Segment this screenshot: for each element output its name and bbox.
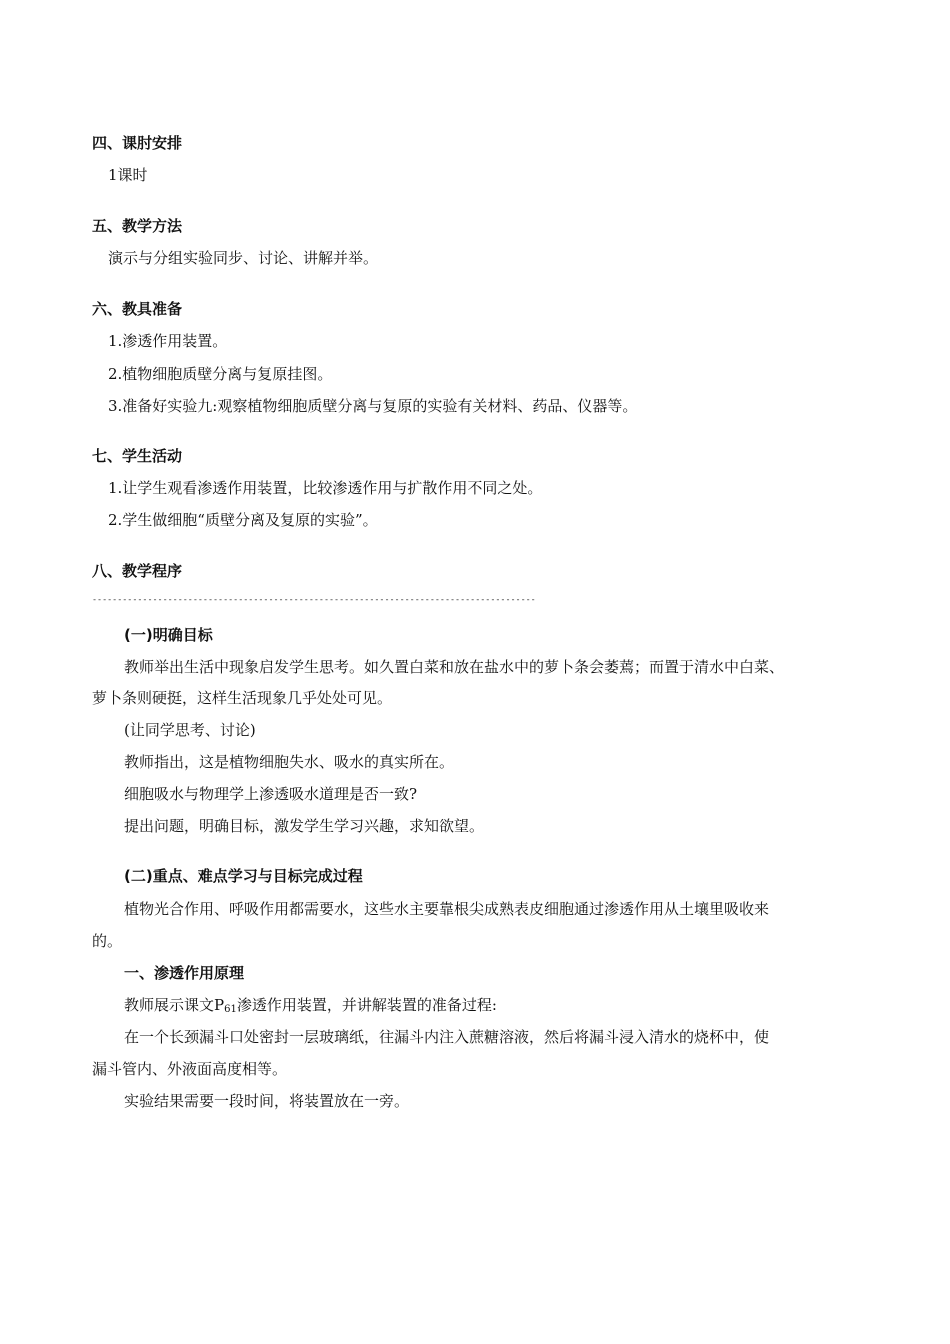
paragraph: [124, 995, 497, 1020]
paragraph-line: 教师举出生活中现象启发学生思考。如久置白菜和放在盐水中的萝卜条会萎蔫；而置于清水中白菜、: [124, 658, 785, 676]
paragraph: 教师指出，这是植物细胞失水、吸水的真实所在。: [124, 753, 455, 771]
page-ref-subscript: 61: [224, 1004, 237, 1015]
paragraph-text: 渗透作用装置，并讲解装置的准备过程:: [236, 996, 497, 1014]
paragraph-line: 在一个长颈漏斗口处密封一层玻璃纸，往漏斗内注入蔗糖溶液，然后将漏斗浸入清水的烧杯中，使: [124, 1028, 770, 1046]
paragraph-line: 萝卜条则硬挺，这样生活现象几乎处处可见。: [92, 689, 393, 707]
section-heading-procedure: 八、教学程序: [92, 562, 183, 580]
paragraph-text: 教师展示课文P: [124, 996, 225, 1014]
part-heading-process: (二)重点、难点学习与目标完成过程: [124, 867, 363, 885]
section-body-schedule: 1课时: [108, 166, 148, 184]
list-item: 2.学生做细胞“质壁分离及复原的实验”。: [108, 511, 378, 529]
paragraph: 细胞吸水与物理学上渗透吸水道理是否一致?: [124, 785, 418, 803]
section-heading-activities: 七、学生活动: [92, 447, 183, 465]
dashed-divider: ----------------------------------------------------------------------------------------: [92, 594, 536, 604]
section-heading-schedule: 四、课肘安排: [92, 134, 183, 152]
list-item: 1.让学生观看渗透作用装置，比较渗透作用与扩散作用不同之处。: [108, 479, 543, 497]
paragraph: 提出问题，明确目标，激发学生学习兴趣，求知欲望。: [124, 817, 485, 835]
paragraph-line: 的。: [92, 932, 123, 950]
paragraph-line: 植物光合作用、呼吸作用都需要水，这些水主要靠根尖成熟表皮细胞通过渗透作用从土壤里吸收来: [124, 900, 770, 918]
list-item: 2.植物细胞质壁分离与复原挂图。: [108, 365, 333, 383]
sub-heading-osmosis: 一、渗透作用原理: [124, 964, 245, 982]
paragraph: 实验结果需要一段时间，将装置放在一旁。: [124, 1092, 410, 1110]
paragraph-line: 漏斗管内、外液面高度相等。: [92, 1060, 288, 1078]
section-heading-tools: 六、教具准备: [92, 300, 183, 318]
section-body-method: 演示与分组实验同步、讨论、讲解并举。: [108, 249, 379, 267]
list-item: 1.渗透作用装置。: [108, 332, 228, 350]
section-heading-method: 五、教学方法: [92, 217, 183, 235]
paragraph: (让同学思考、讨论): [124, 721, 256, 739]
list-item: 3.准备好实验九:观察植物细胞质壁分离与复原的实验有关材料、药品、仪器等。: [108, 397, 638, 415]
part-heading-goals: (一)明确目标: [124, 626, 213, 644]
